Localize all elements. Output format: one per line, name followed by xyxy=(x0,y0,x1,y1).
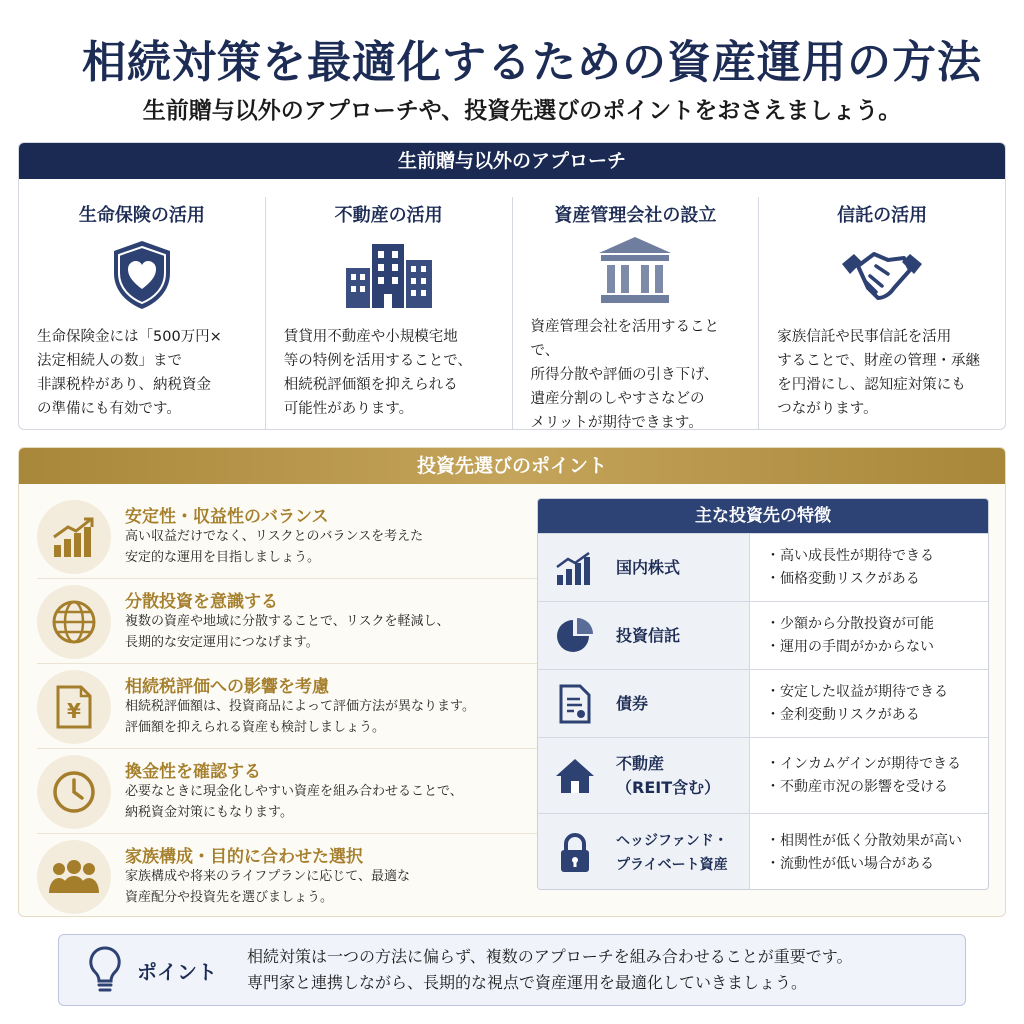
asset-feature: ・ 流動性が低い場合がある xyxy=(766,853,988,876)
asset-feature: ・ 金利変動リスクがある xyxy=(766,704,988,727)
approaches-section xyxy=(18,142,1006,430)
svg-text:¥: ¥ xyxy=(67,699,81,723)
bank-icon xyxy=(590,235,680,305)
approaches-heading: 生前贈与以外のアプローチ xyxy=(19,143,1005,179)
family-icon xyxy=(37,840,111,914)
point-title: 相続税評価への影響を考慮 xyxy=(125,677,329,697)
shield-heart-icon xyxy=(97,235,187,315)
investment-heading: 投資先選びのポイント xyxy=(19,448,1005,484)
point-title: 家族構成・目的に合わせた選択 xyxy=(125,847,363,867)
approach-title: 生命保険の活用 xyxy=(78,205,205,226)
point-item xyxy=(37,834,537,919)
yen-document-icon xyxy=(37,670,111,744)
approach-text: 賃貸用不動産や小規模宅地 等の特例を活用することで、 相続税評価額を抑えられる 可能性があります。 xyxy=(283,329,472,417)
asset-name: 不動産 （REIT含む） xyxy=(616,753,721,797)
point-text: 高い収益だけでなく、リスクとのバランスを考えた 安定的な運用を目指しましょう。 xyxy=(125,529,424,565)
table-row xyxy=(538,813,988,890)
lock-icon xyxy=(552,830,598,876)
asset-feature: ・ 少額から分散投資が可能 xyxy=(766,613,988,636)
point-text: 家族構成や将来のライフプランに応じて、最適な 資産配分や投資先を選びましょう。 xyxy=(125,869,410,905)
page-title: 相続対策を最適化するための資産運用の方法 xyxy=(82,37,982,88)
growth-chart-icon xyxy=(37,500,111,574)
point-item xyxy=(37,579,537,664)
point-text: 相続税評価額は、投資商品によって評価方法が異なります。 評価額を抑えられる資産も検討しましょう。 xyxy=(125,699,475,735)
asset-feature: ・ 相関性が低く分散効果が高い xyxy=(766,830,988,853)
approach-text: 家族信託や民事信託を活用 することで、財産の管理・承継 を円滑にし、認知症対策にも つながります。 xyxy=(777,329,980,417)
approach-text: 生命保険金には「500万円× 法定相続人の数」まで 非課税枠があり、納税資金 の準備にも有効です。 xyxy=(37,329,222,417)
approach-title: 信託の活用 xyxy=(837,205,928,226)
lightbulb-icon xyxy=(81,942,129,998)
asset-name: 債券 xyxy=(616,693,649,713)
table-heading: 主な投資先の特徴 xyxy=(538,499,988,533)
point-title: 換金性を確認する xyxy=(125,762,261,782)
approach-title: 資産管理会社の設立 xyxy=(554,205,717,226)
point-item xyxy=(37,749,537,834)
asset-name: 国内株式 xyxy=(616,557,681,577)
page-subtitle: 生前贈与以外のアプローチや、投資先選びのポイントをおさえましょう。 xyxy=(142,98,902,124)
asset-feature: ・ 不動産市況の影響を受ける xyxy=(766,776,988,799)
approach-card-realestate xyxy=(266,197,513,429)
note-line-1: 相続対策は一つの方法に偏らず、複数のアプローチを組み合わせることが重要です。 xyxy=(247,947,853,966)
approach-card-insurance xyxy=(19,197,266,429)
investment-table xyxy=(537,498,989,890)
pie-chart-icon xyxy=(552,613,598,659)
bar-chart-icon xyxy=(552,545,598,591)
investment-points xyxy=(37,494,537,919)
bond-document-icon xyxy=(552,681,598,727)
table-row xyxy=(538,533,988,601)
table-row xyxy=(538,737,988,813)
handshake-icon xyxy=(837,235,927,315)
asset-feature: ・ 安定した収益が期待できる xyxy=(766,681,988,704)
asset-feature: ・ インカムゲインが期待できる xyxy=(766,753,988,776)
note-line-2: 専門家と連携しながら、長期的な視点で資産運用を最適化していきましょう。 xyxy=(247,973,808,992)
approach-card-company xyxy=(513,197,760,429)
table-row xyxy=(538,669,988,737)
asset-feature: ・ 運用の手間がかからない xyxy=(766,636,988,659)
point-title: 分散投資を意識する xyxy=(125,592,278,612)
approach-card-trust xyxy=(759,197,1005,429)
point-note xyxy=(58,934,966,1006)
buildings-icon xyxy=(344,235,434,315)
house-icon xyxy=(552,753,598,799)
clock-icon xyxy=(37,755,111,829)
globe-icon xyxy=(37,585,111,659)
approach-title: 不動産の活用 xyxy=(334,205,443,226)
table-row xyxy=(538,601,988,669)
asset-name: ヘッジファンド・ プライベート資産 xyxy=(616,832,728,873)
asset-feature: ・ 価格変動リスクがある xyxy=(766,568,988,591)
note-label: ポイント xyxy=(137,959,217,984)
point-item xyxy=(37,494,537,579)
asset-name: 投資信託 xyxy=(616,625,681,645)
point-text: 複数の資産や地域に分散することで、リスクを軽減し、 長期的な安定運用につなげます。 xyxy=(125,614,450,650)
point-item xyxy=(37,664,537,749)
approach-text: 資産管理会社を活用することで、 所得分散や評価の引き下げ、 遺産分割のしやすさなどの メリットが期待できます。 xyxy=(530,319,719,431)
point-title: 安定性・収益性のバランス xyxy=(125,507,329,527)
investment-section xyxy=(18,447,1006,917)
asset-feature: ・ 高い成長性が期待できる xyxy=(766,545,988,568)
point-text: 必要なときに現金化しやすい資産を組み合わせることで、 納税資金対策にもなります。 xyxy=(125,784,463,820)
note-text xyxy=(247,944,852,996)
